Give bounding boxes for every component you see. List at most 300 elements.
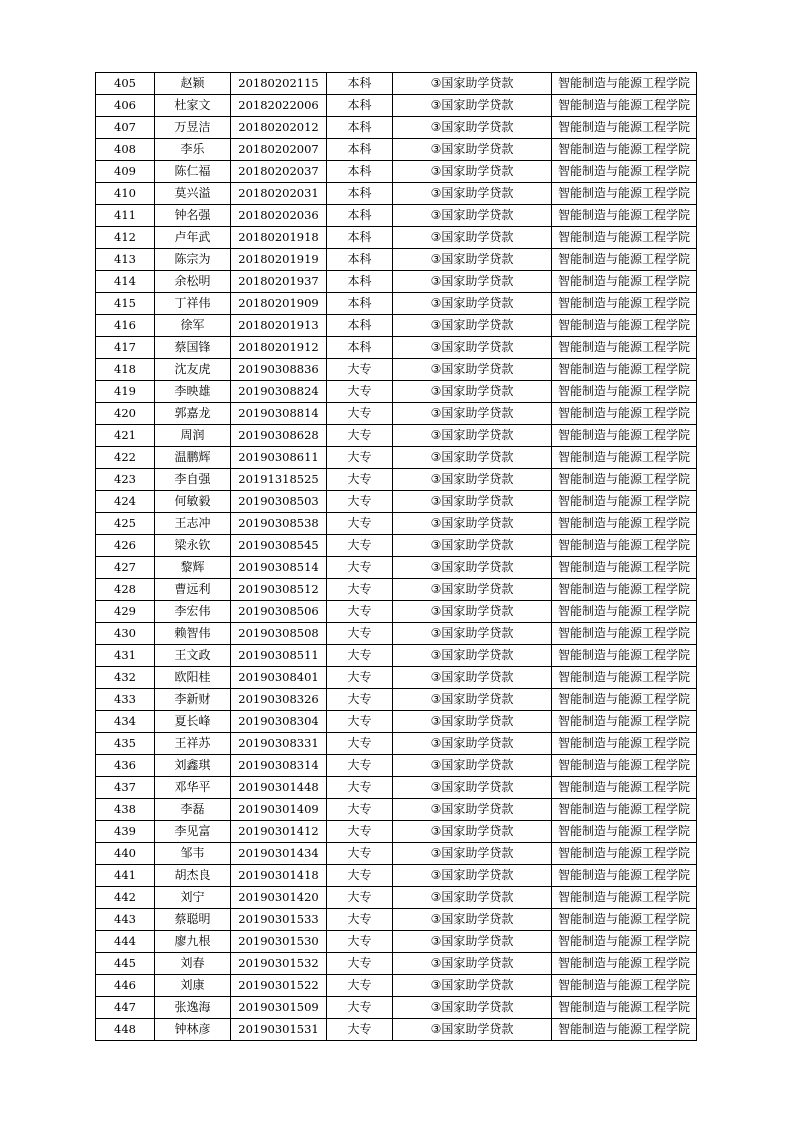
table-row: [96, 73, 697, 95]
college-name-cell: 智能制造与能源工程学院: [552, 557, 697, 579]
education-level-cell: 本科: [327, 227, 393, 249]
row-number-cell: 428: [96, 579, 155, 601]
student-id-cell: 20190301533: [231, 909, 327, 931]
row-number-cell: 433: [96, 689, 155, 711]
education-level-cell: 大专: [327, 447, 393, 469]
aid-type-cell: ③国家助学贷款: [393, 755, 552, 777]
aid-type-cell: ③国家助学贷款: [393, 447, 552, 469]
table-row: [96, 227, 697, 249]
college-name-cell: 智能制造与能源工程学院: [552, 535, 697, 557]
student-id-cell: 20190308304: [231, 711, 327, 733]
student-id-cell: 20190308401: [231, 667, 327, 689]
college-name-cell: 智能制造与能源工程学院: [552, 315, 697, 337]
college-name-cell: 智能制造与能源工程学院: [552, 271, 697, 293]
table-row: [96, 117, 697, 139]
college-name-cell: 智能制造与能源工程学院: [552, 777, 697, 799]
table-row: [96, 139, 697, 161]
row-number-cell: 405: [96, 73, 155, 95]
college-name-cell: 智能制造与能源工程学院: [552, 227, 697, 249]
row-number-cell: 443: [96, 909, 155, 931]
table-row: [96, 491, 697, 513]
student-name-cell: 胡杰良: [155, 865, 231, 887]
aid-type-cell: ③国家助学贷款: [393, 887, 552, 909]
education-level-cell: 本科: [327, 161, 393, 183]
college-name-cell: 智能制造与能源工程学院: [552, 513, 697, 535]
education-level-cell: 大专: [327, 359, 393, 381]
table-row: [96, 425, 697, 447]
education-level-cell: 大专: [327, 667, 393, 689]
table-body: [96, 73, 697, 1041]
aid-type-cell: ③国家助学贷款: [393, 733, 552, 755]
table-row: [96, 381, 697, 403]
education-level-cell: 大专: [327, 953, 393, 975]
student-name-cell: 余松明: [155, 271, 231, 293]
college-name-cell: 智能制造与能源工程学院: [552, 909, 697, 931]
aid-type-cell: ③国家助学贷款: [393, 227, 552, 249]
row-number-cell: 442: [96, 887, 155, 909]
row-number-cell: 408: [96, 139, 155, 161]
table-row: [96, 161, 697, 183]
table-row: [96, 909, 697, 931]
aid-type-cell: ③国家助学贷款: [393, 975, 552, 997]
row-number-cell: 430: [96, 623, 155, 645]
education-level-cell: 大专: [327, 623, 393, 645]
row-number-cell: 420: [96, 403, 155, 425]
row-number-cell: 422: [96, 447, 155, 469]
student-id-cell: 20190308814: [231, 403, 327, 425]
education-level-cell: 大专: [327, 843, 393, 865]
student-id-cell: 20190308824: [231, 381, 327, 403]
student-id-cell: 20180202115: [231, 73, 327, 95]
student-id-cell: 20190308314: [231, 755, 327, 777]
row-number-cell: 431: [96, 645, 155, 667]
education-level-cell: 大专: [327, 865, 393, 887]
student-name-cell: 郭嘉龙: [155, 403, 231, 425]
aid-type-cell: ③国家助学贷款: [393, 249, 552, 271]
student-name-cell: 周润: [155, 425, 231, 447]
row-number-cell: 444: [96, 931, 155, 953]
row-number-cell: 440: [96, 843, 155, 865]
student-id-cell: 20190308545: [231, 535, 327, 557]
aid-type-cell: ③国家助学贷款: [393, 271, 552, 293]
student-id-cell: 20180201937: [231, 271, 327, 293]
college-name-cell: 智能制造与能源工程学院: [552, 579, 697, 601]
aid-type-cell: ③国家助学贷款: [393, 997, 552, 1019]
college-name-cell: 智能制造与能源工程学院: [552, 381, 697, 403]
student-name-cell: 钟林彦: [155, 1019, 231, 1041]
student-name-cell: 梁永钦: [155, 535, 231, 557]
student-id-cell: 20191318525: [231, 469, 327, 491]
college-name-cell: 智能制造与能源工程学院: [552, 821, 697, 843]
student-id-cell: 20190301531: [231, 1019, 327, 1041]
education-level-cell: 大专: [327, 909, 393, 931]
education-level-cell: 大专: [327, 821, 393, 843]
student-id-cell: 20180201913: [231, 315, 327, 337]
table-row: [96, 1019, 697, 1041]
college-name-cell: 智能制造与能源工程学院: [552, 139, 697, 161]
student-id-cell: 20180201912: [231, 337, 327, 359]
aid-type-cell: ③国家助学贷款: [393, 777, 552, 799]
row-number-cell: 437: [96, 777, 155, 799]
student-id-cell: 20190301409: [231, 799, 327, 821]
student-id-cell: 20190301448: [231, 777, 327, 799]
college-name-cell: 智能制造与能源工程学院: [552, 931, 697, 953]
aid-type-cell: ③国家助学贷款: [393, 403, 552, 425]
table-row: [96, 469, 697, 491]
education-level-cell: 本科: [327, 249, 393, 271]
student-id-cell: 20190308514: [231, 557, 327, 579]
education-level-cell: 大专: [327, 557, 393, 579]
student-name-cell: 李映雄: [155, 381, 231, 403]
student-id-cell: 20190308628: [231, 425, 327, 447]
aid-type-cell: ③国家助学贷款: [393, 579, 552, 601]
aid-type-cell: ③国家助学贷款: [393, 381, 552, 403]
row-number-cell: 418: [96, 359, 155, 381]
student-id-cell: 20180202031: [231, 183, 327, 205]
education-level-cell: 大专: [327, 799, 393, 821]
student-name-cell: 万昱洁: [155, 117, 231, 139]
aid-type-cell: ③国家助学贷款: [393, 711, 552, 733]
aid-type-cell: ③国家助学贷款: [393, 821, 552, 843]
student-id-cell: 20190301522: [231, 975, 327, 997]
table-row: [96, 975, 697, 997]
aid-type-cell: ③国家助学贷款: [393, 425, 552, 447]
aid-type-cell: ③国家助学贷款: [393, 931, 552, 953]
college-name-cell: 智能制造与能源工程学院: [552, 689, 697, 711]
row-number-cell: 435: [96, 733, 155, 755]
table-row: [96, 95, 697, 117]
table-row: [96, 557, 697, 579]
student-name-cell: 黎辉: [155, 557, 231, 579]
row-number-cell: 414: [96, 271, 155, 293]
aid-type-cell: ③国家助学贷款: [393, 623, 552, 645]
college-name-cell: 智能制造与能源工程学院: [552, 997, 697, 1019]
college-name-cell: 智能制造与能源工程学院: [552, 293, 697, 315]
table-row: [96, 337, 697, 359]
aid-type-cell: ③国家助学贷款: [393, 557, 552, 579]
student-id-cell: 20190301532: [231, 953, 327, 975]
row-number-cell: 436: [96, 755, 155, 777]
student-id-cell: 20182022006: [231, 95, 327, 117]
student-name-cell: 刘宁: [155, 887, 231, 909]
student-id-cell: 20190308512: [231, 579, 327, 601]
student-name-cell: 李见富: [155, 821, 231, 843]
education-level-cell: 本科: [327, 271, 393, 293]
aid-type-cell: ③国家助学贷款: [393, 601, 552, 623]
student-id-cell: 20190308331: [231, 733, 327, 755]
education-level-cell: 本科: [327, 95, 393, 117]
student-name-cell: 王文政: [155, 645, 231, 667]
student-id-cell: 20180202007: [231, 139, 327, 161]
student-name-cell: 刘春: [155, 953, 231, 975]
education-level-cell: 大专: [327, 403, 393, 425]
table-row: [96, 997, 697, 1019]
table-row: [96, 601, 697, 623]
education-level-cell: 大专: [327, 425, 393, 447]
student-id-cell: 20190308506: [231, 601, 327, 623]
college-name-cell: 智能制造与能源工程学院: [552, 95, 697, 117]
table-row: [96, 733, 697, 755]
student-id-cell: 20180202036: [231, 205, 327, 227]
student-name-cell: 何敏毅: [155, 491, 231, 513]
college-name-cell: 智能制造与能源工程学院: [552, 711, 697, 733]
table-row: [96, 645, 697, 667]
student-name-cell: 赖智伟: [155, 623, 231, 645]
table-row: [96, 447, 697, 469]
aid-type-cell: ③国家助学贷款: [393, 843, 552, 865]
student-name-cell: 杜家文: [155, 95, 231, 117]
table-row: [96, 755, 697, 777]
aid-type-cell: ③国家助学贷款: [393, 865, 552, 887]
student-name-cell: 陈仁福: [155, 161, 231, 183]
education-level-cell: 本科: [327, 337, 393, 359]
student-name-cell: 夏长峰: [155, 711, 231, 733]
college-name-cell: 智能制造与能源工程学院: [552, 491, 697, 513]
row-number-cell: 439: [96, 821, 155, 843]
education-level-cell: 大专: [327, 381, 393, 403]
aid-type-cell: ③国家助学贷款: [393, 491, 552, 513]
student-id-cell: 20190308326: [231, 689, 327, 711]
table-row: [96, 513, 697, 535]
education-level-cell: 大专: [327, 491, 393, 513]
row-number-cell: 447: [96, 997, 155, 1019]
college-name-cell: 智能制造与能源工程学院: [552, 117, 697, 139]
row-number-cell: 438: [96, 799, 155, 821]
aid-type-cell: ③国家助学贷款: [393, 117, 552, 139]
student-name-cell: 沈友虎: [155, 359, 231, 381]
education-level-cell: 本科: [327, 205, 393, 227]
row-number-cell: 429: [96, 601, 155, 623]
college-name-cell: 智能制造与能源工程学院: [552, 887, 697, 909]
aid-type-cell: ③国家助学贷款: [393, 953, 552, 975]
row-number-cell: 445: [96, 953, 155, 975]
row-number-cell: 419: [96, 381, 155, 403]
student-id-cell: 20190308508: [231, 623, 327, 645]
table-row: [96, 865, 697, 887]
aid-type-cell: ③国家助学贷款: [393, 73, 552, 95]
student-id-cell: 20190308538: [231, 513, 327, 535]
table-row: [96, 711, 697, 733]
aid-type-cell: ③国家助学贷款: [393, 139, 552, 161]
education-level-cell: 大专: [327, 689, 393, 711]
student-name-cell: 王祥苏: [155, 733, 231, 755]
student-id-cell: 20190301530: [231, 931, 327, 953]
education-level-cell: 本科: [327, 315, 393, 337]
row-number-cell: 448: [96, 1019, 155, 1041]
college-name-cell: 智能制造与能源工程学院: [552, 733, 697, 755]
student-id-cell: 20190301418: [231, 865, 327, 887]
college-name-cell: 智能制造与能源工程学院: [552, 843, 697, 865]
education-level-cell: 大专: [327, 931, 393, 953]
row-number-cell: 416: [96, 315, 155, 337]
student-name-cell: 赵颖: [155, 73, 231, 95]
row-number-cell: 409: [96, 161, 155, 183]
student-id-cell: 20180201918: [231, 227, 327, 249]
aid-type-cell: ③国家助学贷款: [393, 645, 552, 667]
college-name-cell: 智能制造与能源工程学院: [552, 403, 697, 425]
college-name-cell: 智能制造与能源工程学院: [552, 623, 697, 645]
row-number-cell: 415: [96, 293, 155, 315]
aid-type-cell: ③国家助学贷款: [393, 667, 552, 689]
student-name-cell: 邹韦: [155, 843, 231, 865]
student-name-cell: 莫兴溢: [155, 183, 231, 205]
student-id-cell: 20190301434: [231, 843, 327, 865]
table-row: [96, 249, 697, 271]
education-level-cell: 大专: [327, 579, 393, 601]
table-row: [96, 359, 697, 381]
student-name-cell: 蔡国锋: [155, 337, 231, 359]
table-row: [96, 183, 697, 205]
table-row: [96, 271, 697, 293]
student-name-cell: 刘鑫琪: [155, 755, 231, 777]
student-id-cell: 20190301412: [231, 821, 327, 843]
row-number-cell: 432: [96, 667, 155, 689]
table-row: [96, 403, 697, 425]
table-row: [96, 777, 697, 799]
student-name-cell: 温鹏辉: [155, 447, 231, 469]
row-number-cell: 424: [96, 491, 155, 513]
row-number-cell: 423: [96, 469, 155, 491]
college-name-cell: 智能制造与能源工程学院: [552, 953, 697, 975]
education-level-cell: 大专: [327, 997, 393, 1019]
student-name-cell: 张逸海: [155, 997, 231, 1019]
education-level-cell: 大专: [327, 733, 393, 755]
education-level-cell: 大专: [327, 469, 393, 491]
education-level-cell: 大专: [327, 975, 393, 997]
education-level-cell: 大专: [327, 535, 393, 557]
aid-type-cell: ③国家助学贷款: [393, 909, 552, 931]
education-level-cell: 本科: [327, 139, 393, 161]
table-row: [96, 799, 697, 821]
student-name-cell: 李新财: [155, 689, 231, 711]
education-level-cell: 大专: [327, 711, 393, 733]
education-level-cell: 本科: [327, 293, 393, 315]
college-name-cell: 智能制造与能源工程学院: [552, 249, 697, 271]
student-name-cell: 李乐: [155, 139, 231, 161]
student-name-cell: 李宏伟: [155, 601, 231, 623]
aid-type-cell: ③国家助学贷款: [393, 513, 552, 535]
education-level-cell: 本科: [327, 117, 393, 139]
education-level-cell: 大专: [327, 513, 393, 535]
student-name-cell: 曹远利: [155, 579, 231, 601]
student-name-cell: 廖九根: [155, 931, 231, 953]
student-name-cell: 李磊: [155, 799, 231, 821]
aid-type-cell: ③国家助学贷款: [393, 689, 552, 711]
college-name-cell: 智能制造与能源工程学院: [552, 469, 697, 491]
table-row: [96, 821, 697, 843]
student-id-cell: 20190308836: [231, 359, 327, 381]
student-name-cell: 钟名强: [155, 205, 231, 227]
student-id-cell: 20180201919: [231, 249, 327, 271]
college-name-cell: 智能制造与能源工程学院: [552, 645, 697, 667]
aid-type-cell: ③国家助学贷款: [393, 293, 552, 315]
student-id-cell: 20190301509: [231, 997, 327, 1019]
table-row: [96, 887, 697, 909]
student-name-cell: 李自强: [155, 469, 231, 491]
table-row: [96, 931, 697, 953]
student-aid-table: [95, 72, 697, 1041]
college-name-cell: 智能制造与能源工程学院: [552, 183, 697, 205]
education-level-cell: 大专: [327, 645, 393, 667]
row-number-cell: 411: [96, 205, 155, 227]
aid-type-cell: ③国家助学贷款: [393, 337, 552, 359]
aid-type-cell: ③国家助学贷款: [393, 95, 552, 117]
college-name-cell: 智能制造与能源工程学院: [552, 447, 697, 469]
aid-type-cell: ③国家助学贷款: [393, 799, 552, 821]
college-name-cell: 智能制造与能源工程学院: [552, 337, 697, 359]
row-number-cell: 410: [96, 183, 155, 205]
student-name-cell: 丁祥伟: [155, 293, 231, 315]
row-number-cell: 446: [96, 975, 155, 997]
table-row: [96, 535, 697, 557]
table-row: [96, 689, 697, 711]
row-number-cell: 425: [96, 513, 155, 535]
education-level-cell: 大专: [327, 755, 393, 777]
education-level-cell: 大专: [327, 777, 393, 799]
table-row: [96, 315, 697, 337]
table-row: [96, 843, 697, 865]
student-id-cell: 20180202037: [231, 161, 327, 183]
student-name-cell: 欧阳桂: [155, 667, 231, 689]
college-name-cell: 智能制造与能源工程学院: [552, 205, 697, 227]
student-name-cell: 王志冲: [155, 513, 231, 535]
college-name-cell: 智能制造与能源工程学院: [552, 601, 697, 623]
row-number-cell: 407: [96, 117, 155, 139]
row-number-cell: 413: [96, 249, 155, 271]
education-level-cell: 本科: [327, 73, 393, 95]
aid-type-cell: ③国家助学贷款: [393, 161, 552, 183]
college-name-cell: 智能制造与能源工程学院: [552, 865, 697, 887]
row-number-cell: 417: [96, 337, 155, 359]
table-row: [96, 667, 697, 689]
aid-type-cell: ③国家助学贷款: [393, 315, 552, 337]
college-name-cell: 智能制造与能源工程学院: [552, 359, 697, 381]
row-number-cell: 427: [96, 557, 155, 579]
education-level-cell: 大专: [327, 1019, 393, 1041]
student-name-cell: 徐军: [155, 315, 231, 337]
college-name-cell: 智能制造与能源工程学院: [552, 799, 697, 821]
aid-type-cell: ③国家助学贷款: [393, 469, 552, 491]
table-row: [96, 623, 697, 645]
college-name-cell: 智能制造与能源工程学院: [552, 755, 697, 777]
row-number-cell: 406: [96, 95, 155, 117]
student-name-cell: 邓华平: [155, 777, 231, 799]
education-level-cell: 大专: [327, 601, 393, 623]
row-number-cell: 434: [96, 711, 155, 733]
student-id-cell: 20180202012: [231, 117, 327, 139]
aid-type-cell: ③国家助学贷款: [393, 183, 552, 205]
row-number-cell: 426: [96, 535, 155, 557]
college-name-cell: 智能制造与能源工程学院: [552, 73, 697, 95]
college-name-cell: 智能制造与能源工程学院: [552, 667, 697, 689]
education-level-cell: 本科: [327, 183, 393, 205]
row-number-cell: 412: [96, 227, 155, 249]
student-name-cell: 卢年武: [155, 227, 231, 249]
table-row: [96, 293, 697, 315]
student-name-cell: 刘康: [155, 975, 231, 997]
college-name-cell: 智能制造与能源工程学院: [552, 425, 697, 447]
aid-type-cell: ③国家助学贷款: [393, 1019, 552, 1041]
college-name-cell: 智能制造与能源工程学院: [552, 161, 697, 183]
table-row: [96, 205, 697, 227]
college-name-cell: 智能制造与能源工程学院: [552, 975, 697, 997]
student-id-cell: 20190308503: [231, 491, 327, 513]
college-name-cell: 智能制造与能源工程学院: [552, 1019, 697, 1041]
student-id-cell: 20190308511: [231, 645, 327, 667]
student-name-cell: 蔡聪明: [155, 909, 231, 931]
aid-type-cell: ③国家助学贷款: [393, 205, 552, 227]
table-row: [96, 953, 697, 975]
